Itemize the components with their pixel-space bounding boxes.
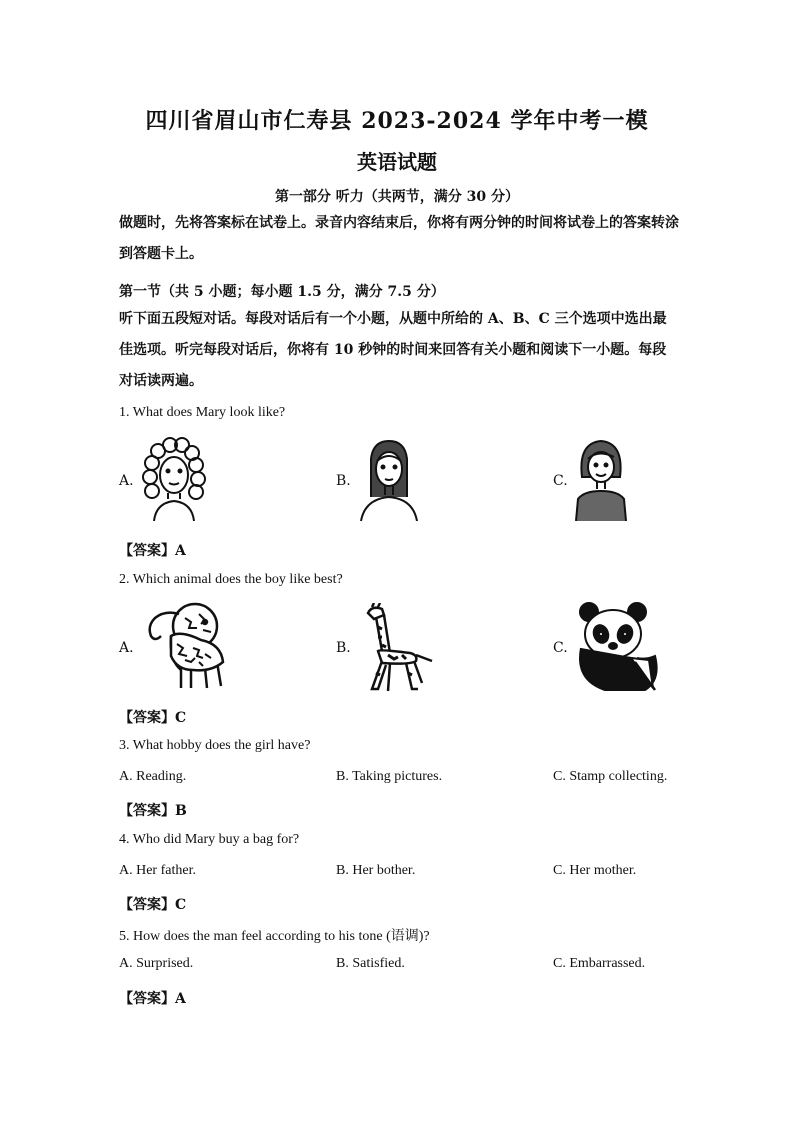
q5-option-a: A. Surprised. <box>119 956 194 971</box>
q4-option-a: A. Her father. <box>119 863 196 878</box>
elephant-icon <box>141 600 231 690</box>
q3-option-c: C. Stamp collecting. <box>553 769 668 784</box>
q5-option-b: B. Satisfied. <box>336 956 405 971</box>
q5-option-c: C. Embarrassed. <box>553 956 646 971</box>
short-hair-girl-icon <box>574 437 628 521</box>
question-4: 4. Who did Mary buy a bag for? <box>119 832 300 847</box>
q3-option-b: B. Taking pictures. <box>336 769 443 784</box>
q5-answer: 【答案】A <box>119 991 186 1007</box>
q3-answer: 【答案】B <box>119 803 187 819</box>
q2-option-a-label: A. <box>119 640 134 656</box>
question-2: 2. Which animal does the boy like best? <box>119 572 343 587</box>
q2-option-b-label: B. <box>336 640 351 656</box>
section1-intro: 听下面五段短对话。每段对话后有一个小题，从题中所给的 A、B、C 三个选项中选出最佳选项。听完每段对话后，你将有 10 秒钟的时间来回答有关小题和阅读下一小题。每段对话读两遍。 <box>119 311 667 389</box>
q2-option-c-label: C. <box>553 640 568 656</box>
q2-answer: 【答案】C <box>119 710 187 726</box>
exam-title: 四川省眉山市仁寿县 2023-2024 学年中考一模 <box>145 108 649 134</box>
q1-option-c-label: C. <box>553 473 568 489</box>
question-5: 5. How does the man feel according to his tone (语调)? <box>119 929 430 944</box>
exam-subtitle: 英语试题 <box>357 150 437 174</box>
question-3: 3. What hobby does the girl have? <box>119 738 311 753</box>
q1-answer: 【答案】A <box>119 543 186 559</box>
curly-hair-woman-icon <box>142 437 206 521</box>
q4-option-c: C. Her mother. <box>553 863 637 878</box>
q4-option-b: B. Her bother. <box>336 863 416 878</box>
part1-heading: 第一部分 听力（共两节，满分 30 分） <box>274 189 520 205</box>
q1-option-b-label: B. <box>336 473 351 489</box>
section1-heading: 第一节（共 5 小题；每小题 1.5 分，满分 7.5 分） <box>119 284 445 300</box>
long-straight-hair-woman-icon <box>357 437 421 521</box>
q3-option-a: A. Reading. <box>119 769 187 784</box>
panda-icon <box>575 600 665 692</box>
giraffe-icon <box>360 603 436 695</box>
q1-option-a-label: A. <box>119 473 134 489</box>
part1-intro: 做题时，先将答案标在试卷上。录音内容结束后，你将有两分钟的时间将试卷上的答案转涂到答题卡上。 <box>119 215 679 262</box>
q4-answer: 【答案】C <box>119 897 187 913</box>
question-1: 1. What does Mary look like? <box>119 405 286 420</box>
